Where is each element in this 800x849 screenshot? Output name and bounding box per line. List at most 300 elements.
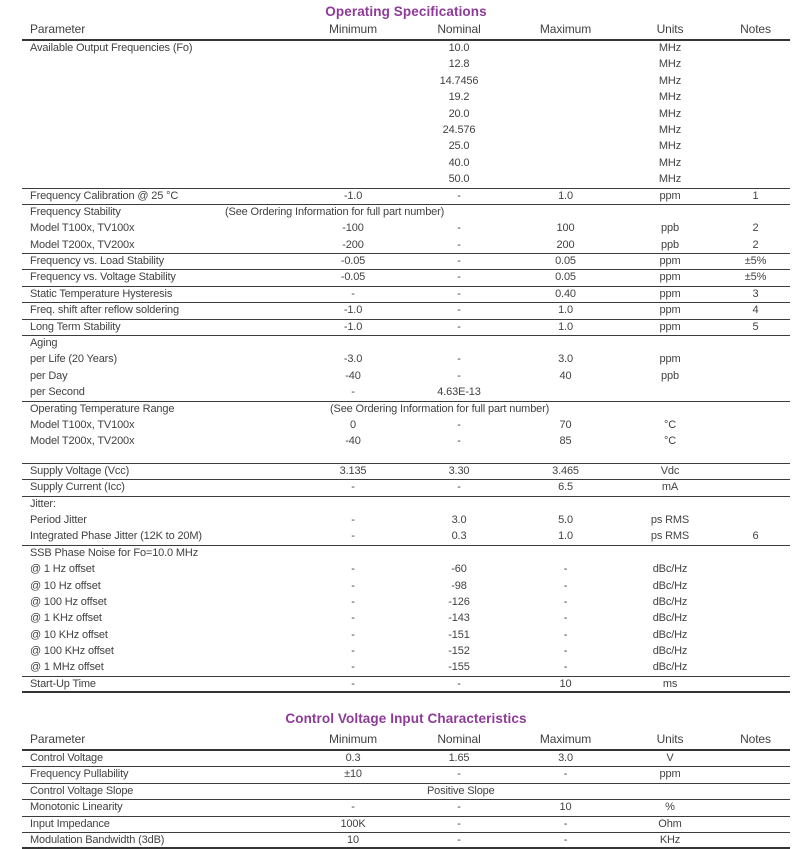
column-header-notes: Notes — [740, 732, 771, 746]
cell-units: MHz — [658, 156, 682, 169]
cell-nominal: - — [457, 481, 461, 494]
cell-maximum: - — [563, 833, 568, 846]
cell-parameter: @ 10 KHz offset — [30, 628, 108, 641]
cell-maximum: 85 — [559, 435, 572, 448]
cell-nominal: - — [457, 287, 461, 300]
cell-parameter: Supply Current (Icc) — [30, 481, 125, 494]
cell-units: MHz — [658, 123, 682, 136]
cell-notes — [721, 369, 790, 385]
table-row — [22, 369, 790, 385]
cell-notes — [721, 513, 790, 529]
cell-maximum: 1.0 — [558, 304, 573, 317]
cell-units: ppb — [661, 238, 679, 251]
table-title: Control Voltage Input Characteristics — [285, 711, 527, 726]
cell-notes: ±5% — [744, 271, 767, 284]
cell-minimum: -3.0 — [343, 353, 363, 366]
cell-minimum — [300, 336, 406, 352]
cell-parameter — [22, 90, 300, 106]
cell-notes: 1 — [752, 189, 759, 202]
table-row — [22, 800, 790, 816]
cell-parameter — [22, 139, 300, 155]
table-row — [22, 784, 790, 800]
cell-units — [619, 497, 721, 513]
table-row — [22, 677, 790, 693]
cell-parameter: Input Impedance — [30, 817, 110, 830]
cell-parameter: Modulation Bandwidth (3dB) — [30, 833, 165, 846]
cell-maximum: 3.465 — [552, 464, 579, 477]
cell-parameter: Frequency Calibration @ 25 °C — [30, 189, 179, 202]
cell-notes — [721, 418, 790, 434]
cell-parameter: Operating Temperature Range — [30, 402, 175, 415]
cell-parameter: @ 1 KHz offset — [30, 612, 102, 625]
cell-parameter: per Life (20 Years) — [30, 353, 118, 366]
cell-minimum: - — [351, 628, 355, 641]
cell-parameter: Start-Up Time — [30, 677, 96, 690]
spanning-note: (See Ordering Information for full part number) — [330, 402, 550, 415]
cell-parameter — [22, 107, 300, 123]
cell-units: ps RMS — [650, 513, 690, 526]
cell-nominal: - — [457, 189, 461, 202]
cell-notes: ±5% — [744, 255, 767, 268]
cell-maximum — [512, 123, 619, 139]
cell-notes — [721, 800, 790, 816]
cell-nominal: 25.0 — [448, 140, 470, 153]
cell-maximum: 0.05 — [555, 255, 576, 268]
cell-notes — [721, 660, 790, 676]
table-row — [22, 287, 790, 303]
cell-parameter: Model T200x, TV200x — [30, 435, 135, 448]
cell-notes: 6 — [752, 530, 759, 543]
table-row — [22, 90, 790, 106]
cell-nominal: - — [457, 271, 461, 284]
cell-nominal: 20.0 — [448, 107, 470, 120]
cell-maximum: 3.0 — [558, 353, 573, 366]
table-row — [22, 562, 790, 578]
cell-nominal: -152 — [448, 645, 470, 658]
cell-maximum — [512, 205, 619, 221]
column-header-maximum: Maximum — [539, 732, 592, 746]
cell-maximum: 5.0 — [558, 513, 573, 526]
cell-notes: 3 — [752, 287, 759, 300]
table-row — [22, 74, 790, 90]
table-row — [22, 513, 790, 529]
cell-notes — [721, 644, 790, 660]
cell-parameter: @ 1 Hz offset — [30, 563, 95, 576]
cell-nominal: -60 — [451, 563, 467, 576]
cell-maximum: - — [563, 612, 568, 625]
cell-notes — [721, 817, 790, 833]
cell-parameter: Monotonic Linearity — [30, 801, 123, 814]
cell-nominal: - — [457, 817, 461, 830]
cell-minimum: ±10 — [344, 768, 362, 781]
table-row — [22, 238, 790, 254]
table-row — [22, 660, 790, 676]
cell-notes — [721, 677, 790, 693]
cell-parameter: @ 1 MHz offset — [30, 661, 104, 674]
cell-maximum — [512, 336, 619, 352]
cell-minimum: 100K — [340, 817, 366, 830]
cell-notes: 2 — [752, 222, 759, 235]
table-row — [22, 270, 790, 286]
cell-parameter: Control Voltage Slope — [30, 784, 134, 797]
table-row — [22, 189, 790, 205]
spanning-note: (See Ordering Information for full part number) — [225, 205, 445, 218]
cell-nominal — [406, 336, 512, 352]
cell-parameter: Frequency vs. Load Stability — [30, 255, 164, 268]
table-header-row — [22, 22, 790, 41]
cell-units: ppm — [659, 353, 681, 366]
cell-nominal: 50.0 — [448, 173, 470, 186]
column-header-nominal: Nominal — [437, 732, 481, 746]
cell-parameter: Long Term Stability — [30, 320, 121, 333]
cell-maximum: 1.0 — [558, 530, 573, 543]
cell-units: dBc/Hz — [652, 645, 688, 658]
cell-nominal — [406, 546, 512, 562]
table-row — [22, 628, 790, 644]
cell-minimum — [300, 546, 406, 562]
cell-notes — [721, 402, 790, 418]
column-header-parameter: Parameter — [30, 732, 86, 746]
cell-maximum: 200 — [556, 238, 575, 251]
cell-units: MHz — [658, 42, 682, 54]
cell-maximum — [512, 74, 619, 90]
table-body — [22, 751, 790, 849]
table-row — [22, 156, 790, 172]
table-row — [22, 320, 790, 336]
cell-units: ppm — [659, 320, 681, 333]
cell-minimum: -40 — [345, 435, 361, 448]
cell-maximum — [512, 139, 619, 155]
cell-nominal: -143 — [448, 612, 470, 625]
cell-maximum: 1.0 — [558, 320, 573, 333]
cell-maximum: - — [563, 579, 568, 592]
table-row — [22, 172, 790, 188]
cell-parameter: Frequency Stability — [30, 205, 121, 218]
control-voltage-table — [22, 711, 790, 849]
cell-maximum — [512, 57, 619, 73]
cell-minimum: 0 — [350, 418, 356, 431]
cell-minimum — [300, 156, 406, 172]
cell-parameter: Model T100x, TV100x — [30, 418, 135, 431]
cell-maximum — [512, 546, 619, 562]
cell-notes — [721, 595, 790, 611]
cell-parameter: Available Output Frequencies (Fo) — [30, 42, 193, 54]
operating-specifications-table — [22, 4, 790, 693]
cell-minimum: - — [351, 595, 355, 608]
cell-notes — [721, 172, 790, 188]
cell-maximum — [512, 784, 619, 800]
table-row — [22, 303, 790, 319]
table-row — [22, 480, 790, 496]
cell-nominal: - — [457, 677, 461, 690]
cell-parameter: Supply Voltage (Vcc) — [30, 464, 130, 477]
cell-units: dBc/Hz — [652, 612, 688, 625]
cell-minimum — [300, 107, 406, 123]
cell-units — [619, 205, 721, 221]
cell-units: dBc/Hz — [652, 595, 688, 608]
cell-nominal: 14.7456 — [439, 74, 479, 87]
cell-notes — [721, 611, 790, 627]
cell-parameter — [22, 123, 300, 139]
cell-nominal: - — [457, 353, 461, 366]
cell-parameter — [22, 57, 300, 73]
cell-nominal — [406, 497, 512, 513]
cell-notes — [721, 767, 790, 783]
cell-notes — [721, 57, 790, 73]
cell-nominal: 12.8 — [448, 58, 470, 71]
table-row — [22, 107, 790, 123]
cell-minimum: -1.0 — [343, 320, 363, 333]
cell-maximum: - — [563, 817, 568, 830]
cell-units: °C — [663, 435, 677, 448]
table-row — [22, 123, 790, 139]
table-row — [22, 579, 790, 595]
cell-minimum: -0.05 — [340, 255, 366, 268]
column-header-nominal: Nominal — [437, 22, 481, 36]
cell-minimum: - — [351, 612, 355, 625]
cell-maximum — [512, 107, 619, 123]
table-row — [22, 57, 790, 73]
cell-notes — [721, 784, 790, 800]
cell-units: dBc/Hz — [652, 628, 688, 641]
cell-units: ppb — [661, 222, 679, 235]
cell-maximum — [512, 497, 619, 513]
cell-minimum: 3.135 — [339, 464, 367, 477]
table-row — [22, 402, 790, 418]
table-body — [22, 41, 790, 693]
cell-minimum: 10 — [347, 833, 359, 846]
column-header-notes: Notes — [740, 22, 771, 36]
cell-minimum: -1.0 — [343, 189, 363, 202]
cell-maximum: 3.0 — [558, 752, 573, 764]
table-row — [22, 833, 790, 849]
cell-units: ps RMS — [650, 530, 690, 543]
table-row — [22, 497, 790, 513]
table-row — [22, 385, 790, 401]
table-row — [22, 336, 790, 352]
cell-nominal: -126 — [448, 595, 470, 608]
cell-nominal: -151 — [448, 628, 470, 641]
cell-minimum: - — [351, 677, 355, 690]
cell-nominal: -155 — [448, 661, 470, 674]
cell-maximum — [512, 156, 619, 172]
cell-units: ppm — [659, 189, 681, 202]
cell-maximum: - — [563, 595, 568, 608]
cell-units: MHz — [658, 91, 682, 104]
table-row — [22, 546, 790, 562]
cell-notes — [721, 123, 790, 139]
cell-units: mA — [661, 481, 679, 494]
cell-units — [619, 784, 721, 800]
cell-nominal: - — [457, 369, 461, 382]
table-row — [22, 817, 790, 833]
cell-nominal: 3.30 — [448, 464, 470, 477]
cell-nominal: - — [457, 222, 461, 235]
table-row — [22, 611, 790, 627]
column-header-maximum: Maximum — [539, 22, 592, 36]
cell-maximum: 10 — [559, 801, 572, 814]
cell-notes — [721, 546, 790, 562]
cell-maximum: - — [563, 661, 568, 674]
cell-nominal: - — [457, 418, 461, 431]
cell-maximum — [512, 90, 619, 106]
cell-minimum — [300, 41, 406, 57]
cell-nominal: 40.0 — [448, 156, 470, 169]
cell-parameter: Jitter: — [30, 497, 56, 510]
cell-minimum: -40 — [345, 369, 361, 382]
cell-units: ppm — [659, 255, 681, 268]
cell-units: ppm — [659, 271, 681, 284]
cell-notes — [721, 352, 790, 368]
cell-minimum: -200 — [342, 238, 364, 251]
table-row — [22, 434, 790, 450]
cell-units: ppm — [659, 287, 681, 300]
cell-minimum: -100 — [342, 222, 364, 235]
cell-units: ppb — [661, 369, 679, 382]
cell-units: ms — [662, 677, 678, 690]
cell-nominal: 4.63E-13 — [437, 386, 481, 399]
cell-minimum: - — [351, 801, 355, 814]
cell-nominal: - — [457, 255, 461, 268]
cell-parameter: Frequency vs. Voltage Stability — [30, 271, 176, 284]
cell-parameter: Aging — [30, 337, 58, 350]
cell-minimum — [300, 123, 406, 139]
cell-notes — [721, 579, 790, 595]
table-row — [22, 751, 790, 767]
cell-minimum — [300, 172, 406, 188]
cell-maximum: - — [563, 628, 568, 641]
table-row — [22, 644, 790, 660]
cell-units: KHz — [659, 833, 681, 846]
cell-parameter: Static Temperature Hysteresis — [30, 287, 173, 300]
table-header-row — [22, 732, 790, 751]
cell-maximum: 70 — [559, 418, 572, 431]
table-row — [22, 139, 790, 155]
cell-minimum — [300, 74, 406, 90]
cell-notes — [721, 497, 790, 513]
cell-maximum: 0.05 — [555, 271, 576, 284]
column-header-units: Units — [656, 22, 684, 36]
cell-parameter — [22, 74, 300, 90]
cell-maximum — [512, 172, 619, 188]
cell-notes — [721, 480, 790, 496]
cell-units: ppm — [659, 304, 681, 317]
cell-notes — [721, 434, 790, 450]
cell-minimum — [300, 139, 406, 155]
cell-parameter: @ 100 Hz offset — [30, 595, 107, 608]
cell-nominal: -98 — [451, 579, 467, 592]
cell-units: ppm — [659, 768, 681, 781]
cell-nominal: - — [457, 304, 461, 317]
cell-notes — [721, 628, 790, 644]
cell-notes — [721, 464, 790, 480]
cell-notes: 2 — [752, 238, 759, 251]
cell-notes — [721, 41, 790, 57]
cell-units: dBc/Hz — [652, 579, 688, 592]
cell-maximum: 1.0 — [558, 189, 573, 202]
cell-maximum: 10 — [559, 677, 572, 690]
cell-nominal: 3.0 — [451, 513, 467, 526]
table-row — [22, 767, 790, 783]
column-header-minimum: Minimum — [329, 22, 377, 36]
cell-nominal: - — [457, 801, 461, 814]
cell-minimum — [300, 57, 406, 73]
cell-notes — [721, 385, 790, 401]
cell-notes — [721, 90, 790, 106]
cell-notes — [721, 107, 790, 123]
table-row — [22, 205, 790, 221]
cell-minimum: - — [351, 661, 355, 674]
cell-notes — [721, 336, 790, 352]
cell-units — [619, 402, 721, 418]
cell-minimum: - — [351, 645, 355, 658]
cell-units — [619, 385, 721, 401]
table-row — [22, 352, 790, 368]
cell-parameter: Model T200x, TV200x — [30, 238, 135, 251]
column-header-units: Units — [656, 732, 684, 746]
cell-units: MHz — [658, 74, 682, 87]
cell-nominal: 0.3 — [451, 530, 467, 543]
cell-nominal: 19.2 — [448, 91, 470, 104]
cell-parameter: Model T100x, TV100x — [30, 222, 135, 235]
cell-parameter: @ 10 Hz offset — [30, 579, 101, 592]
cell-units: % — [665, 801, 675, 814]
cell-minimum: -1.0 — [343, 304, 363, 317]
cell-minimum: - — [351, 481, 355, 494]
cell-parameter — [22, 156, 300, 172]
table-row — [22, 254, 790, 270]
cell-units: dBc/Hz — [652, 563, 688, 576]
cell-notes — [721, 205, 790, 221]
cell-maximum: 0.40 — [555, 287, 576, 300]
cell-minimum: - — [351, 530, 355, 543]
cell-nominal: 10.0 — [448, 42, 470, 54]
cell-units: °C — [663, 418, 677, 431]
cell-notes: 4 — [752, 304, 759, 317]
cell-maximum: - — [563, 645, 568, 658]
cell-units — [619, 336, 721, 352]
cell-parameter: Frequency Pullability — [30, 768, 129, 781]
cell-maximum: 40 — [559, 369, 572, 382]
cell-units — [619, 546, 721, 562]
table-row — [22, 41, 790, 57]
column-header-minimum: Minimum — [329, 732, 377, 746]
cell-nominal: - — [457, 320, 461, 333]
cell-notes — [721, 751, 790, 767]
table-spacer — [22, 451, 790, 464]
cell-parameter: Freq. shift after reflow soldering — [30, 304, 179, 317]
cell-notes — [721, 156, 790, 172]
cell-maximum: - — [563, 563, 568, 576]
cell-nominal: 24.576 — [442, 123, 476, 136]
cell-nominal: - — [457, 833, 461, 846]
cell-parameter: per Day — [30, 369, 68, 382]
cell-minimum — [300, 497, 406, 513]
cell-maximum: 100 — [556, 222, 575, 235]
column-header-parameter: Parameter — [30, 22, 86, 36]
cell-nominal: 1.65 — [448, 752, 470, 764]
table-row — [22, 529, 790, 545]
table-row — [22, 464, 790, 480]
spanning-note: Positive Slope — [427, 784, 495, 797]
cell-minimum: - — [351, 386, 355, 399]
cell-minimum: -0.05 — [340, 271, 366, 284]
table-row — [22, 418, 790, 434]
cell-parameter: @ 100 KHz offset — [30, 645, 114, 658]
cell-parameter: per Second — [30, 386, 85, 399]
cell-maximum: 6.5 — [558, 481, 573, 494]
cell-notes — [721, 833, 790, 849]
